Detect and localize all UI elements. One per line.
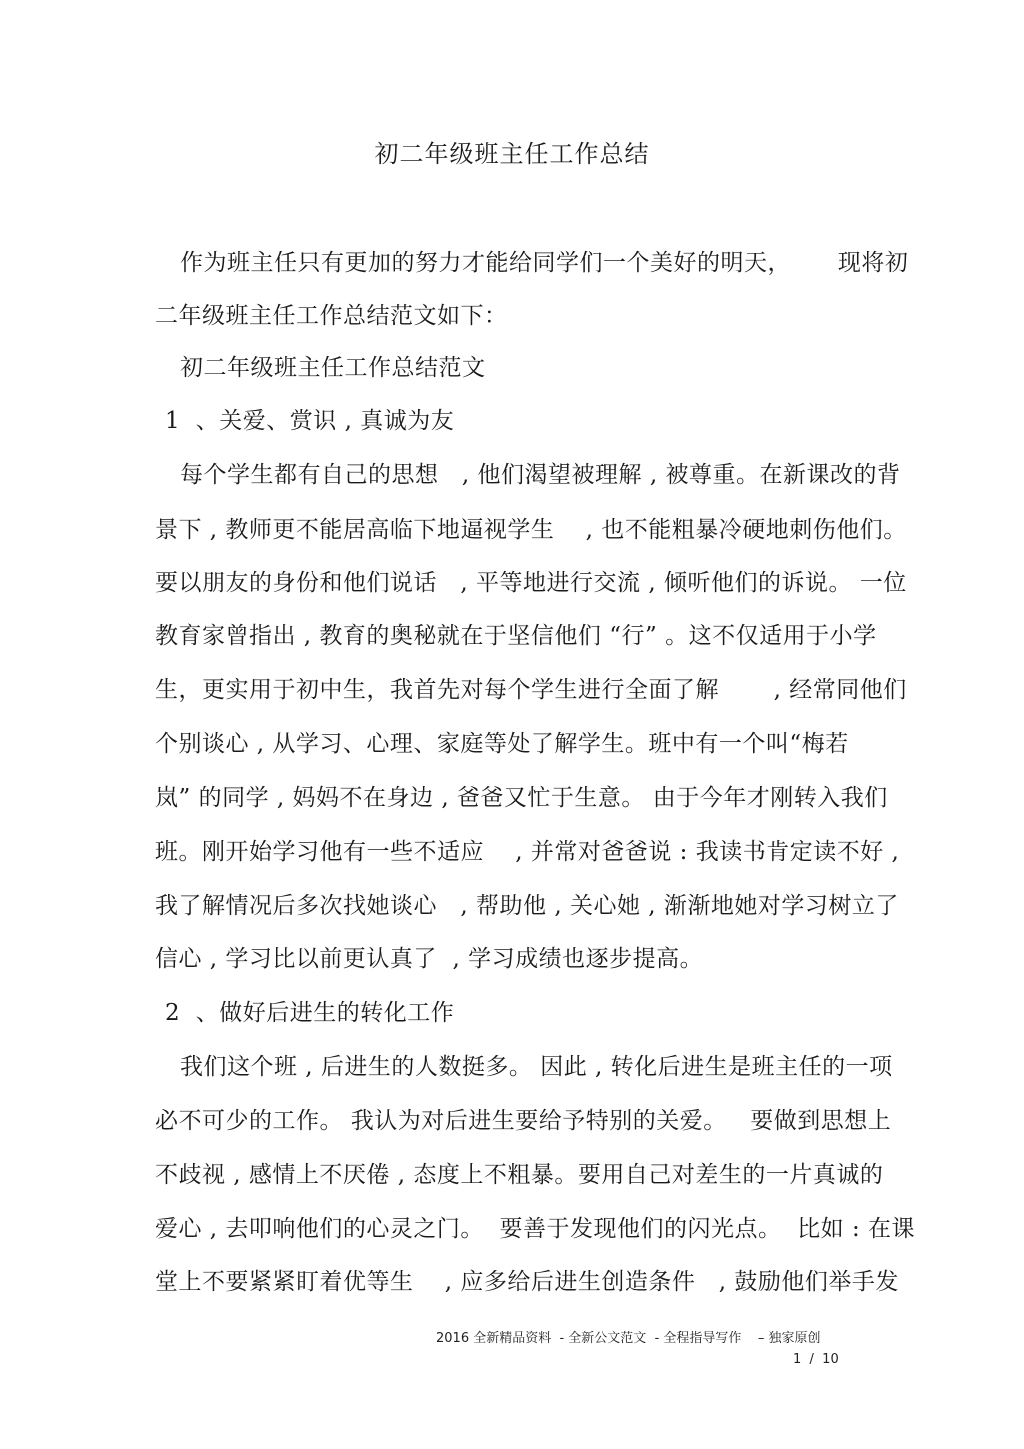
body-line: 我了解情况后多次找她谈心 , 帮助他 , 关心她 , 渐渐地她对学习树立了 — [155, 893, 899, 919]
body-line: 教育家曾指出 , 教育的奥秘就在于坚信他们 “行” 。这不仅适用于小学 — [155, 623, 877, 649]
body-line: 信心 , 学习比以前更认真了 , 学习成绩也逐步提高。 — [155, 946, 704, 972]
body-line: 个别谈心 , 从学习、心理、家庭等处了解学生。班中有一个叫“梅若 — [155, 731, 849, 757]
body-line: 爱心 , 去叩响他们的心灵之门。 要善于发现他们的闪光点。 比如 : 在课 — [155, 1216, 916, 1242]
body-line: 堂上不要紧紧盯着优等生 , 应多给后进生创造条件 , 鼓励他们举手发 — [155, 1269, 899, 1295]
body-line: 景下 , 教师更不能居高临下地逼视学生 , 也不能粗暴冷硬地刺伤他们。 — [155, 517, 907, 543]
section-heading: 2 、做好后进生的转化工作 — [165, 1000, 455, 1026]
page-number: 1 / 10 — [793, 1352, 839, 1367]
body-line: 班。刚开始学习他有一些不适应 , 并常对爸爸说 : 我读书肯定读不好 , — [155, 839, 900, 865]
body-line: 岚” 的同学 , 妈妈不在身边 , 爸爸又忙于生意。 由于今年才刚转入我们 — [155, 785, 888, 811]
document-title: 初二年级班主任工作总结 — [374, 140, 650, 168]
body-line: 我们这个班 , 后进生的人数挺多。 因此 , 转化后进生是班主任的一项 — [180, 1054, 893, 1080]
body-line: 必不可少的工作。 我认为对后进生要给予特别的关爱。 要做到思想上 — [155, 1108, 892, 1134]
section-heading: 1 、关爱、赏识 , 真诚为友 — [165, 408, 455, 434]
body-line: 不歧视 , 感情上不厌倦 , 态度上不粗暴。要用自己对差生的一片真诚的 — [155, 1162, 884, 1188]
body-line: 二年级班主任工作总结范文如下： — [155, 303, 508, 329]
body-line: 生，更实用于初中生，我首先对每个学生进行全面了解 , 经常同他们 — [155, 677, 907, 703]
body-line: 初二年级班主任工作总结范文 — [180, 355, 486, 381]
body-line: 每个学生都有自己的思想 , 他们渴望被理解 , 被尊重。在新课改的背 — [180, 462, 901, 488]
body-line: 作为班主任只有更加的努力才能给同学们一个美好的明天， 现将初 — [180, 250, 909, 276]
footer-note: 2016 全新精品资料 - 全新公文范文 - 全程指导写作 – 独家原创 — [436, 1331, 821, 1346]
body-line: 要以朋友的身份和他们说话 , 平等地进行交流 , 倾听他们的诉说。 一位 — [155, 570, 907, 596]
